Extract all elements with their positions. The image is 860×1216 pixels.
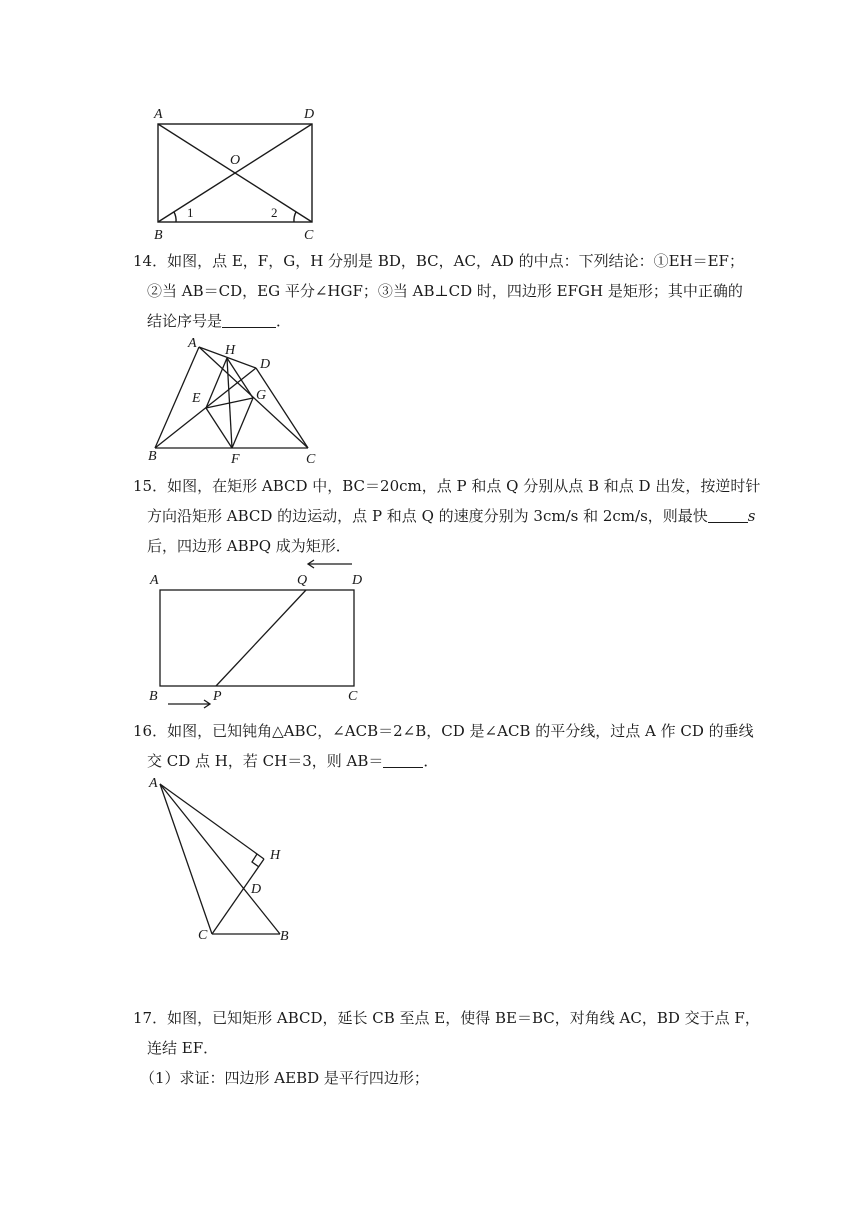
q14-period: ． xyxy=(276,312,292,330)
label-B: B xyxy=(154,228,163,243)
figure-rectangle-abcd-o xyxy=(140,100,340,245)
q15-line-2 xyxy=(147,505,756,526)
q14-text: 结论序号是 xyxy=(147,312,223,330)
q14-line-2: ②当 AB＝CD，EG 平分∠HGF；③当 AB⊥CD 时，四边形 EFGH 是矩形；其中正确的 xyxy=(147,282,743,300)
q16-text: 交 CD 点 H，若 CH＝3，则 AB＝ xyxy=(147,752,384,770)
label-D: D xyxy=(352,573,363,588)
label-D: D xyxy=(260,357,271,372)
q14-line-3 xyxy=(147,310,291,331)
answer-blank xyxy=(708,507,748,523)
figure-rectangle-abpq xyxy=(140,555,380,710)
angle-label-1: 1 xyxy=(187,205,194,220)
label-G: G xyxy=(256,388,267,403)
q15-unit: s xyxy=(747,507,756,525)
label-B: B xyxy=(149,689,158,704)
figure-obtuse-triangle-abc xyxy=(140,772,310,947)
label-C: C xyxy=(306,452,316,465)
label-B: B xyxy=(148,449,157,464)
q17-line-3: （1）求证：四边形 AEBD 是平行四边形； xyxy=(140,1069,429,1087)
figure-quadrilateral-efgh xyxy=(140,335,340,465)
label-D: D xyxy=(251,882,262,897)
label-A: A xyxy=(149,776,158,791)
label-E: E xyxy=(192,391,201,406)
label-B: B xyxy=(280,929,289,944)
q16-line-1: 16．如图，已知钝角△ABC，∠ACB＝2∠B，CD 是∠ACB 的平分线，过点 A 作 CD 的垂线 xyxy=(133,722,754,740)
q15-line-3: 后，四边形 ABPQ 成为矩形． xyxy=(147,537,351,555)
q16-line-2 xyxy=(147,750,438,771)
label-H: H xyxy=(270,848,281,863)
label-P: P xyxy=(213,689,222,704)
label-F: F xyxy=(231,452,240,465)
label-A: A xyxy=(150,573,159,588)
label-Q: Q xyxy=(297,573,308,588)
angle-label-2: 2 xyxy=(271,205,278,220)
q17-line-2: 连结 EF． xyxy=(147,1039,219,1057)
label-A: A xyxy=(188,336,197,351)
label-C: C xyxy=(304,228,314,243)
q15-line-1: 15．如图，在矩形 ABCD 中，BC＝20cm，点 P 和点 Q 分别从点 B 和点 D 出发，按逆时针 xyxy=(133,477,761,495)
q17-line-1: 17．如图，已知矩形 ABCD，延长 CB 至点 E，使得 BE＝BC，对角线 AC，BD 交于点 F， xyxy=(133,1009,760,1027)
q14-line-1: 14．如图，点 E，F，G，H 分别是 BD，BC，AC，AD 的中点：下列结论：①EH＝EF； xyxy=(133,252,744,270)
label-O: O xyxy=(230,153,241,168)
answer-blank xyxy=(383,752,423,768)
label-A: A xyxy=(154,107,163,122)
answer-blank xyxy=(222,312,276,328)
label-C: C xyxy=(348,689,358,704)
q16-period: ． xyxy=(423,752,439,770)
label-C: C xyxy=(198,928,208,943)
label-H: H xyxy=(225,343,236,358)
q15-text: 方向沿矩形 ABCD 的边运动，点 P 和点 Q 的速度分别为 3cm/s 和 2cm/s，则最快 xyxy=(147,507,708,525)
label-D: D xyxy=(304,107,315,122)
